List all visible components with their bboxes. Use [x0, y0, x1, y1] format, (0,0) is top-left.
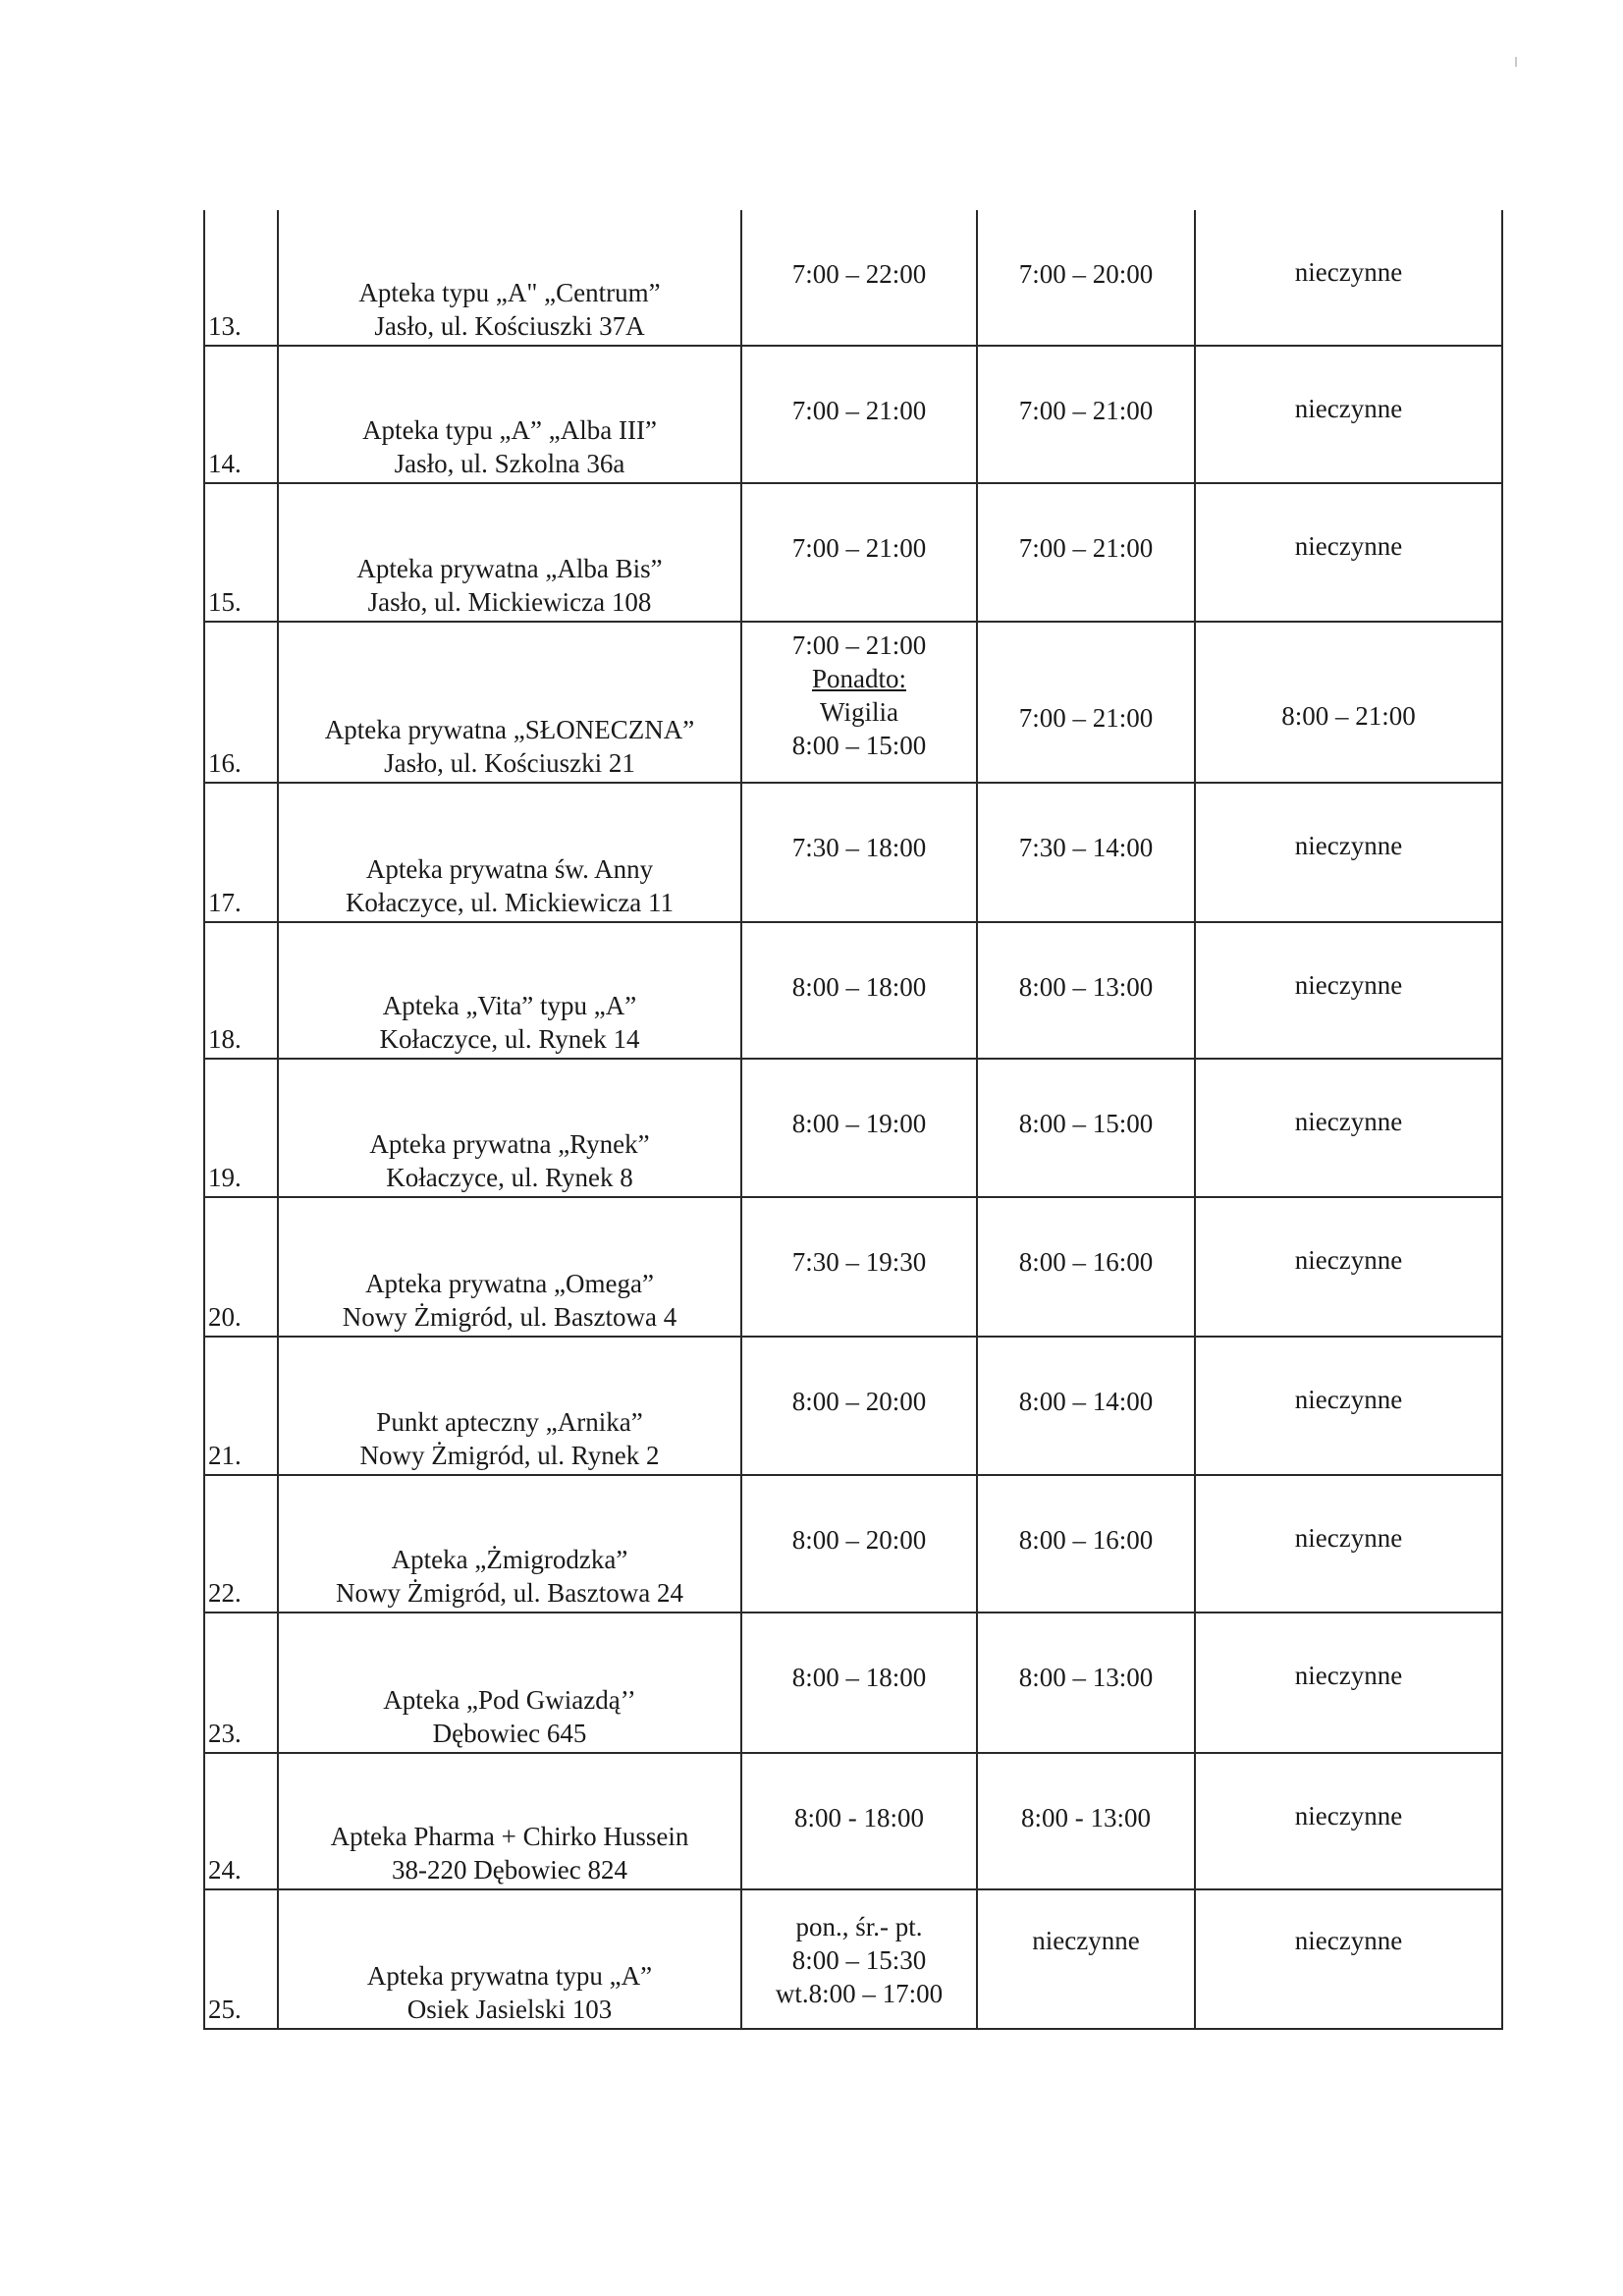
weekday-hours-cell — [741, 483, 977, 622]
table-body — [204, 210, 1502, 2029]
sunday-hours: nieczynne — [1294, 1926, 1403, 1955]
row-number: 14. — [208, 449, 242, 478]
row-number-cell — [204, 483, 278, 622]
row-number: 17. — [208, 888, 242, 917]
row-number: 20. — [208, 1302, 242, 1332]
weekday-hours-line: 8:00 – 15:00 — [791, 731, 927, 760]
pharmacy-address: Jasło, ul. Kościuszki 21 — [384, 748, 635, 778]
pharmacy-title: Punkt apteczny „Arnika” — [376, 1407, 643, 1437]
saturday-hours-cell — [977, 346, 1195, 483]
table-row — [204, 346, 1502, 483]
row-number-cell — [204, 1197, 278, 1337]
pharmacy-title: Apteka typu „A” „Alba III” — [362, 415, 657, 445]
table-row — [204, 1337, 1502, 1475]
weekday-hours-line: 8:00 - 18:00 — [794, 1803, 924, 1832]
pharmacy-address: Kołaczyce, ul. Rynek 8 — [386, 1163, 633, 1192]
row-number-cell — [204, 210, 278, 346]
weekday-hours-line: 7:00 – 21:00 — [791, 533, 927, 563]
row-number-cell — [204, 1475, 278, 1613]
saturday-hours: 7:00 – 21:00 — [1018, 396, 1154, 425]
pharmacy-name-cell — [278, 1613, 741, 1753]
sunday-hours: nieczynne — [1294, 1385, 1403, 1414]
row-number: 21. — [208, 1441, 242, 1470]
pharmacy-name — [279, 1683, 740, 1750]
pharmacy-address: Kołaczyce, ul. Mickiewicza 11 — [345, 888, 675, 917]
row-number-cell — [204, 622, 278, 783]
weekday-hours-line: 8:00 – 20:00 — [791, 1387, 927, 1416]
pharmacy-name — [279, 1959, 740, 2026]
pharmacy-hours-table — [203, 210, 1503, 2030]
pharmacy-name — [279, 413, 740, 480]
weekday-hours-line: 7:30 – 19:30 — [791, 1247, 927, 1277]
saturday-hours: 7:00 – 21:00 — [1018, 533, 1154, 563]
saturday-hours: 8:00 – 13:00 — [1018, 972, 1154, 1002]
saturday-hours: 7:00 – 21:00 — [1018, 703, 1154, 733]
pharmacy-title: Apteka prywatna św. Anny — [365, 854, 654, 884]
table-row — [204, 1059, 1502, 1197]
pharmacy-name — [279, 1820, 740, 1886]
row-number-cell — [204, 1889, 278, 2029]
weekday-hours-line: Ponadto: — [811, 664, 906, 693]
pharmacy-name — [279, 989, 740, 1056]
weekday-hours-line: 8:00 – 18:00 — [791, 972, 927, 1002]
saturday-hours: 7:30 – 14:00 — [1018, 833, 1154, 862]
sunday-hours-cell — [1195, 1889, 1502, 2029]
weekday-hours-line: Wigilia — [820, 697, 898, 727]
row-number: 13. — [208, 311, 242, 341]
sunday-hours: nieczynne — [1294, 1801, 1403, 1831]
sunday-hours-cell — [1195, 346, 1502, 483]
weekday-hours-cell — [741, 622, 977, 783]
saturday-hours: 8:00 - 13:00 — [1021, 1803, 1151, 1832]
pharmacy-address: Kołaczyce, ul. Rynek 14 — [379, 1024, 640, 1054]
saturday-hours-cell — [977, 210, 1195, 346]
sunday-hours-cell — [1195, 483, 1502, 622]
sunday-hours-cell — [1195, 1475, 1502, 1613]
pharmacy-name-cell — [278, 783, 741, 922]
saturday-hours: 7:00 – 20:00 — [1018, 259, 1154, 289]
saturday-hours: 8:00 – 15:00 — [1018, 1109, 1154, 1138]
pharmacy-name — [279, 1267, 740, 1334]
saturday-hours-cell — [977, 622, 1195, 783]
saturday-hours-cell — [977, 1613, 1195, 1753]
pharmacy-address: Jasło, ul. Szkolna 36a — [394, 449, 625, 478]
pharmacy-address: 38-220 Dębowiec 824 — [392, 1855, 627, 1885]
weekday-hours-line: 8:00 – 19:00 — [791, 1109, 927, 1138]
sunday-hours-cell — [1195, 1059, 1502, 1197]
pharmacy-title: Apteka prywatna „Alba Bis” — [356, 554, 663, 583]
row-number-cell — [204, 1059, 278, 1197]
saturday-hours: nieczynne — [1032, 1926, 1140, 1955]
sunday-hours: nieczynne — [1294, 1523, 1403, 1553]
pharmacy-title: Apteka prywatna typu „A” — [366, 1961, 653, 1991]
sunday-hours: nieczynne — [1294, 831, 1403, 860]
saturday-hours-cell — [977, 483, 1195, 622]
weekday-hours-cell — [741, 1613, 977, 1753]
pharmacy-name — [279, 1127, 740, 1194]
row-number-cell — [204, 1753, 278, 1889]
weekday-hours-cell — [741, 1337, 977, 1475]
row-number: 15. — [208, 587, 242, 617]
saturday-hours-cell — [977, 1337, 1195, 1475]
pharmacy-title: Apteka „Żmigrodzka” — [391, 1545, 628, 1574]
weekday-hours-cell — [741, 1475, 977, 1613]
row-number: 25. — [208, 1995, 242, 2024]
saturday-hours-cell — [977, 1059, 1195, 1197]
saturday-hours: 8:00 – 16:00 — [1018, 1247, 1154, 1277]
pharmacy-name-cell — [278, 1889, 741, 2029]
pharmacy-name-cell — [278, 210, 741, 346]
weekday-hours-line: 8:00 – 15:30 — [791, 1945, 927, 1975]
table-row — [204, 210, 1502, 346]
row-number-cell — [204, 783, 278, 922]
pharmacy-name-cell — [278, 346, 741, 483]
pharmacy-title: Apteka „Pod Gwiazdą’’ — [383, 1685, 636, 1715]
pharmacy-name-cell — [278, 483, 741, 622]
sunday-hours: 8:00 – 21:00 — [1281, 701, 1416, 731]
pharmacy-address: Nowy Żmigród, ul. Basztowa 24 — [336, 1578, 683, 1608]
table-row — [204, 1475, 1502, 1613]
weekday-hours-line: 7:30 – 18:00 — [791, 833, 927, 862]
sunday-hours: nieczynne — [1294, 531, 1403, 561]
weekday-hours-cell — [741, 783, 977, 922]
table-row — [204, 483, 1502, 622]
weekday-hours-line: 7:00 – 21:00 — [791, 396, 927, 425]
saturday-hours: 8:00 – 16:00 — [1018, 1525, 1154, 1555]
weekday-hours-cell — [741, 1197, 977, 1337]
sunday-hours-cell — [1195, 922, 1502, 1059]
sunday-hours: nieczynne — [1294, 394, 1403, 423]
weekday-hours-cell — [741, 346, 977, 483]
pharmacy-address: Osiek Jasielski 103 — [406, 1995, 613, 2024]
sunday-hours: nieczynne — [1294, 1661, 1403, 1690]
pharmacy-name — [279, 713, 740, 780]
table-row — [204, 922, 1502, 1059]
sunday-hours-cell — [1195, 1753, 1502, 1889]
row-number-cell — [204, 346, 278, 483]
saturday-hours-cell — [977, 1753, 1195, 1889]
pharmacy-name — [279, 852, 740, 919]
weekday-hours-line: 7:00 – 21:00 — [791, 630, 927, 660]
table-row — [204, 1613, 1502, 1753]
saturday-hours-cell — [977, 1197, 1195, 1337]
weekday-hours-line: pon., śr.- pt. — [795, 1912, 923, 1941]
pharmacy-name-cell — [278, 622, 741, 783]
sunday-hours-cell — [1195, 622, 1502, 783]
sunday-hours-cell — [1195, 210, 1502, 346]
pharmacy-name-cell — [278, 1337, 741, 1475]
pharmacy-name-cell — [278, 1197, 741, 1337]
pharmacy-name-cell — [278, 1059, 741, 1197]
sunday-hours-cell — [1195, 1197, 1502, 1337]
pharmacy-name-cell — [278, 922, 741, 1059]
pharmacy-name-cell — [278, 1753, 741, 1889]
weekday-hours-cell — [741, 922, 977, 1059]
row-number: 16. — [208, 748, 242, 778]
pharmacy-title: Apteka Pharma + Chirko Hussein — [330, 1822, 689, 1851]
pharmacy-title: Apteka „Vita” typu „A” — [382, 991, 637, 1020]
row-number: 22. — [208, 1578, 242, 1608]
weekday-hours-cell — [741, 1753, 977, 1889]
pharmacy-title: Apteka prywatna „Rynek” — [369, 1129, 650, 1159]
table-row — [204, 1753, 1502, 1889]
weekday-hours-cell — [741, 1059, 977, 1197]
pharmacy-name — [279, 1543, 740, 1610]
sunday-hours: nieczynne — [1294, 257, 1403, 287]
weekday-hours-line: wt.8:00 – 17:00 — [775, 1979, 944, 2008]
table-row — [204, 1197, 1502, 1337]
saturday-hours: 8:00 – 13:00 — [1018, 1663, 1154, 1692]
scan-artifact — [1515, 57, 1517, 67]
pharmacy-address: Jasło, ul. Kościuszki 37A — [374, 311, 645, 341]
sunday-hours-cell — [1195, 1337, 1502, 1475]
sunday-hours: nieczynne — [1294, 1245, 1403, 1275]
pharmacy-address: Dębowiec 645 — [432, 1719, 587, 1748]
pharmacy-address: Jasło, ul. Mickiewicza 108 — [367, 587, 652, 617]
weekday-hours-line: 8:00 – 18:00 — [791, 1663, 927, 1692]
pharmacy-title: Apteka prywatna „SŁONECZNA” — [324, 715, 695, 744]
saturday-hours-cell — [977, 922, 1195, 1059]
row-number-cell — [204, 1337, 278, 1475]
row-number-cell — [204, 922, 278, 1059]
saturday-hours-cell — [977, 1889, 1195, 2029]
row-number: 24. — [208, 1855, 242, 1885]
pharmacy-address: Nowy Żmigród, ul. Rynek 2 — [359, 1441, 660, 1470]
table-row — [204, 1889, 1502, 2029]
table-row — [204, 783, 1502, 922]
pharmacy-title: Apteka prywatna „Omega” — [365, 1269, 654, 1298]
pharmacy-name — [279, 1405, 740, 1472]
row-number-cell — [204, 1613, 278, 1753]
row-number: 19. — [208, 1163, 242, 1192]
pharmacy-name — [279, 276, 740, 343]
weekday-hours-cell — [741, 210, 977, 346]
pharmacy-title: Apteka typu „A" „Centrum” — [358, 278, 661, 307]
sunday-hours-cell — [1195, 783, 1502, 922]
sunday-hours: nieczynne — [1294, 1107, 1403, 1136]
sunday-hours: nieczynne — [1294, 970, 1403, 1000]
saturday-hours-cell — [977, 783, 1195, 922]
row-number: 18. — [208, 1024, 242, 1054]
weekday-hours-line: 8:00 – 20:00 — [791, 1525, 927, 1555]
pharmacy-address: Nowy Żmigród, ul. Basztowa 4 — [342, 1302, 677, 1332]
pharmacy-name — [279, 552, 740, 619]
pharmacy-name-cell — [278, 1475, 741, 1613]
row-number: 23. — [208, 1719, 242, 1748]
sunday-hours-cell — [1195, 1613, 1502, 1753]
weekday-hours-line: 7:00 – 22:00 — [791, 259, 927, 289]
weekday-hours-cell — [741, 1889, 977, 2029]
saturday-hours: 8:00 – 14:00 — [1018, 1387, 1154, 1416]
saturday-hours-cell — [977, 1475, 1195, 1613]
table-row — [204, 622, 1502, 783]
